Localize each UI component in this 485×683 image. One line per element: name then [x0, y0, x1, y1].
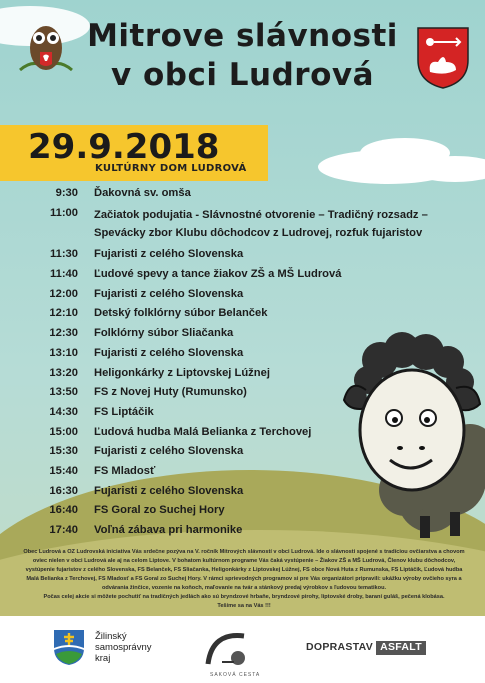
schedule-event: Fujaristi z celého Slovenska [94, 287, 244, 300]
description-paragraph: Počas celej akcie si môžete pochutiť na tradičných jedlách ako sú bryndzové hrbaňe, bryndzové pirohy, liptovské droby, baraní guláš, pečená klobása. [43, 594, 445, 600]
description [22, 548, 466, 611]
schedule-event: Ďakovná sv. omša [94, 187, 191, 199]
schedule-time: 9:30 [55, 187, 78, 199]
doprastav-asfalt-logo [303, 641, 426, 655]
schedule-time: 16:30 [49, 484, 78, 497]
event-date: 29.9.2018 [28, 127, 220, 167]
schedule-event: Ľudové spevy a tance žiakov ZŠ a MŠ Ludrová [94, 268, 342, 281]
schedule-time: 13:10 [49, 346, 78, 359]
schedule-row [30, 247, 460, 261]
zsk-crest-icon [52, 628, 86, 666]
zsk-label-line: Žilinský [95, 631, 127, 642]
schedule-row [30, 186, 460, 200]
schedule-event: Fujaristi z celého Slovenska [94, 346, 244, 359]
zsk-label-line: kraj [95, 653, 111, 664]
schedule-time: 15:00 [49, 425, 78, 438]
arch-logo-icon [204, 628, 252, 672]
schedule-event: Folklórny súbor Sliačanka [94, 327, 234, 340]
asfalt-text: ASFALT [376, 641, 426, 655]
schedule-event: Začiatok podujatia - Slávnostné otvorenie – Tradičný rozsadz – Spevácky zbor Klubu dôchodcov z Ludrovej, rozfuk fujaristov [94, 208, 428, 239]
schedule-time: 12:30 [49, 327, 78, 340]
schedule-time: 11:40 [50, 268, 78, 281]
schedule-row [30, 306, 460, 320]
doprastav-text: DOPRASTAV [306, 641, 374, 653]
schedule-time: 16:40 [49, 504, 78, 517]
schedule-time: 11:00 [50, 206, 78, 219]
title-line-1: Mitrove slávnosti [87, 18, 398, 54]
title-line-2: v obci Ludrová [110, 57, 374, 93]
schedule-time: 11:30 [50, 248, 78, 261]
schedule-row [30, 267, 460, 281]
sponsors-footer [0, 616, 485, 683]
schedule-time: 17:40 [49, 524, 78, 536]
schedule-time: 12:00 [49, 287, 78, 300]
schedule-event: FS z Novej Huty (Rumunsko) [94, 386, 247, 399]
schedule-time: 13:50 [49, 386, 78, 399]
description-paragraph: Obec Ludrová a OZ Ludrovská iniciatíva Vás srdečne pozýva na V. ročník Mitrových slávností v obci Ludrová. Ide o slávnosti spojené s tradíciou ovčiarstva a chovom oviec nielen v obci Ludrová ale aj na celom Liptove. V bohatom kultúrnom programe Vás čaká vystúpenie – Žiakov ZŠ a MŠ Ludrová, Členov klubu dôchodcov, vystúpenie fujaristov z celého Slovenska, FS Belanček, FS Sliačanka, Heligonkárky z Liptovskej Lúžnej, FS obce Nová Huta z Rumunska, FS Liptáčik, Ľudová hudba Malá Belianka z Terchovej, FS Mladosť a FS Goral zo Suchej Hory. V rámci sprievodných programov si pre Vás organizátori pripravili: ukážku výroby ovčieho syra a odvárania žinčice, vozenie na koňoch, maľovanie na tvár a stánkový predaj výrobkov s ľudovou tematikou. [23, 549, 465, 591]
schedule-event: FS Mladosť [94, 464, 156, 477]
zsk-label [95, 631, 152, 664]
schedule-event: FS Liptáčik [94, 405, 154, 418]
schedule-event: Fujaristi z celého Slovenska [94, 248, 244, 261]
schedule-event: Voľná zábava pri harmonike [94, 524, 243, 536]
schedule-time: 13:20 [49, 366, 78, 379]
schedule-event: Detský folklórny súbor Belanček [94, 307, 268, 320]
schedule-time: 15:40 [49, 464, 78, 477]
schedule-event: Fujaristi z celého Slovenska [94, 484, 244, 497]
sheep-icon [330, 330, 485, 540]
schedule-time: 12:10 [49, 307, 78, 320]
venue: KULTÚRNY DOM LUDROVÁ [95, 163, 247, 174]
schedule-row [30, 206, 460, 242]
arch-logo-text: SAKOVÁ CESTA [210, 672, 261, 678]
description-paragraph: Tešíme sa na Vás !!! [217, 603, 271, 609]
date-banner [0, 125, 268, 181]
schedule-time: 15:30 [49, 445, 78, 458]
schedule-event: Fujaristi z celého Slovenska [94, 445, 244, 458]
schedule-row [30, 287, 460, 301]
schedule-event: FS Goral zo Suchej Hory [94, 504, 225, 517]
schedule-time: 14:30 [49, 405, 78, 418]
zsk-label-line: samosprávny [95, 642, 152, 653]
schedule-event: Heligonkárky z Liptovskej Lúžnej [94, 366, 270, 379]
schedule-event: Ľudová hudba Malá Belianka z Terchovej [94, 425, 312, 438]
